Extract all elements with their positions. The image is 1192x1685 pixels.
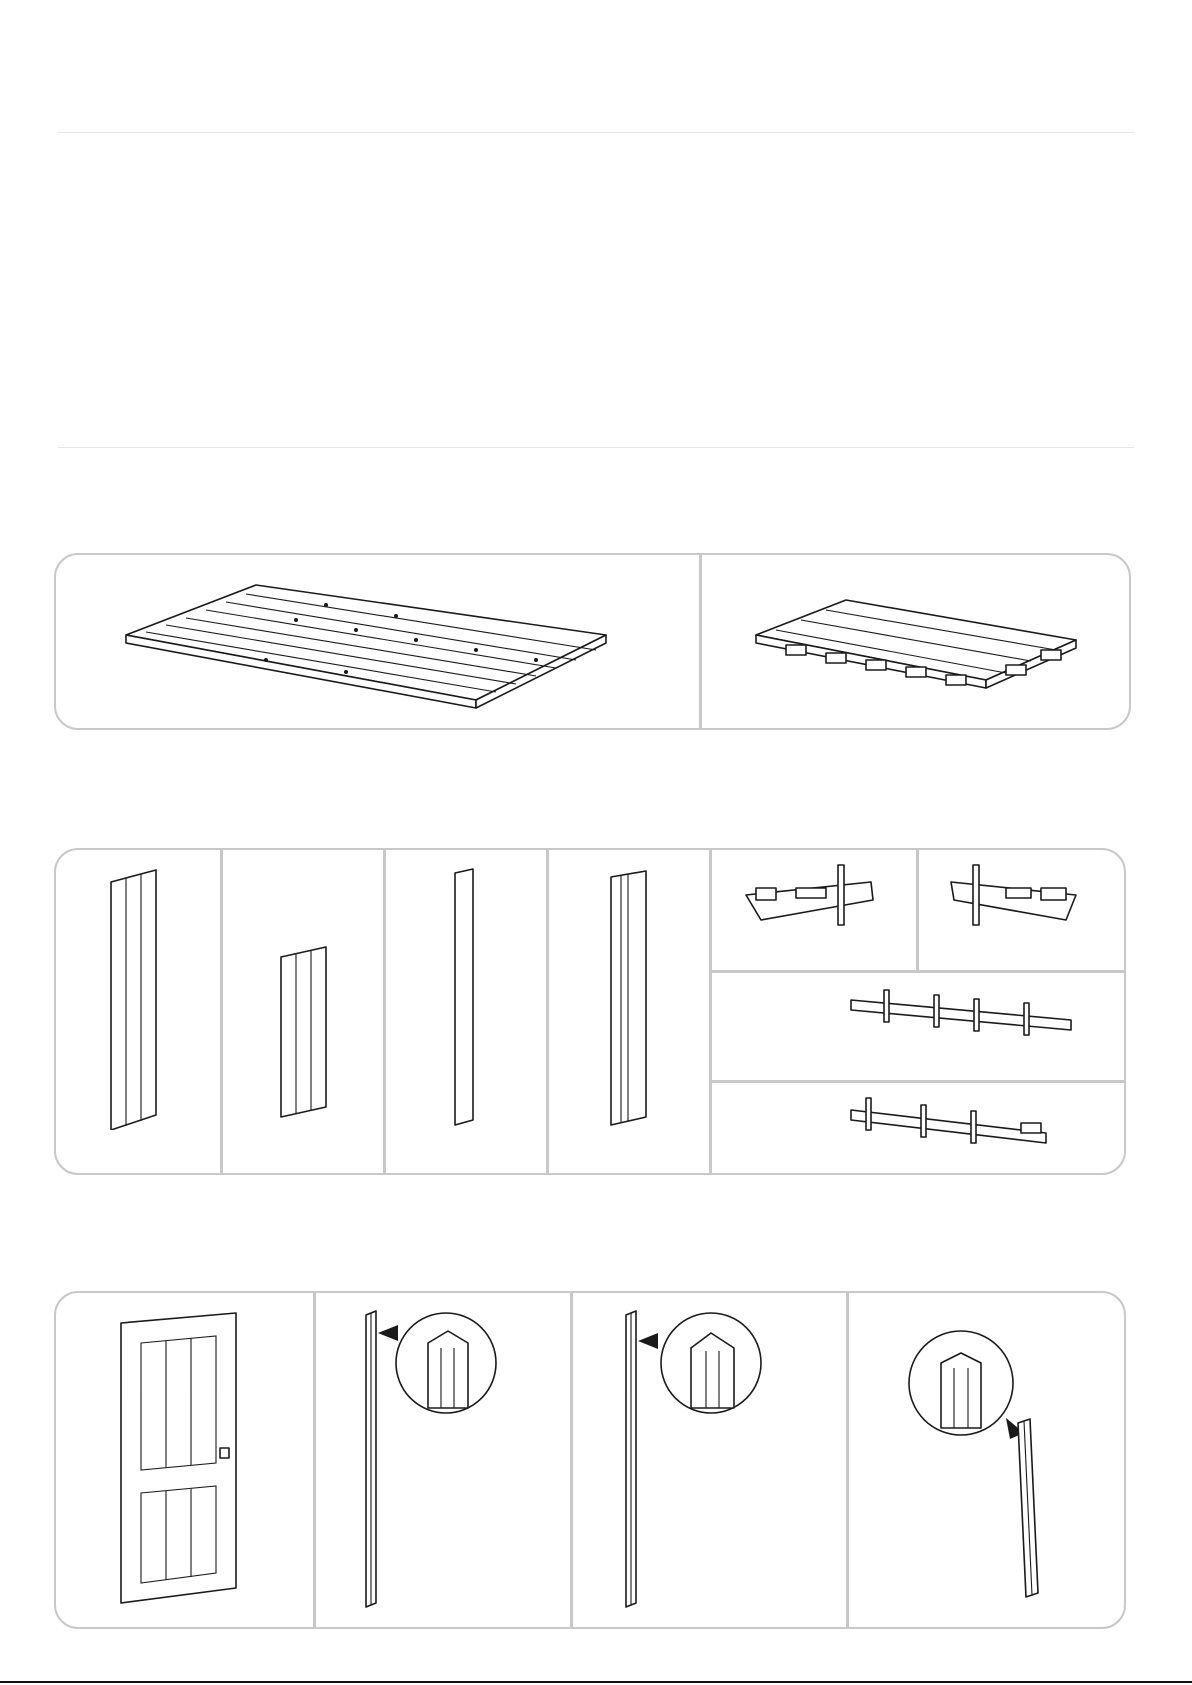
- wall-panel-wide: [106, 860, 166, 1130]
- floor-panels-divider: [699, 555, 702, 728]
- floor-panel-large-drawing: [116, 580, 676, 710]
- floor-panel-large: [116, 580, 676, 710]
- corner-post-b-drawing: [616, 1303, 786, 1613]
- wall-panel-short: [276, 945, 336, 1125]
- floor-panel-small-drawing: [746, 585, 1106, 705]
- roof-beam-long-drawing: [846, 985, 1076, 1055]
- corner-post-b: [616, 1303, 786, 1613]
- wall-panel-double: [606, 865, 656, 1135]
- door-drawing: [116, 1308, 246, 1608]
- header-rule-bottom: [58, 447, 1134, 448]
- corner-post-a-drawing: [356, 1303, 516, 1613]
- wall-panel-short-drawing: [276, 945, 336, 1125]
- roof-beam-long: [846, 985, 1076, 1055]
- corner-bracket-left: [741, 860, 891, 940]
- floor-panels-box: [54, 553, 1131, 730]
- wall-strip-narrow: [451, 865, 481, 1135]
- corner-post-c-drawing: [906, 1313, 1086, 1613]
- corner-bracket-right-drawing: [946, 860, 1096, 940]
- corner-bracket-left-drawing: [741, 860, 891, 940]
- corner-post-a: [356, 1303, 516, 1613]
- header-rule-top: [58, 132, 1134, 133]
- door-posts-box: [54, 1291, 1126, 1629]
- roof-beam-short-drawing: [846, 1095, 1056, 1165]
- wall-parts-box: [54, 848, 1126, 1175]
- wall-panel-double-drawing: [606, 865, 656, 1135]
- roof-beam-short: [846, 1095, 1056, 1165]
- corner-bracket-right: [946, 860, 1096, 940]
- corner-post-c: [906, 1313, 1086, 1613]
- footer-rule: [0, 1681, 1192, 1683]
- floor-panel-small: [746, 585, 1106, 705]
- wall-panel-wide-drawing: [106, 860, 166, 1130]
- wall-strip-narrow-drawing: [451, 865, 481, 1135]
- door: [116, 1308, 246, 1608]
